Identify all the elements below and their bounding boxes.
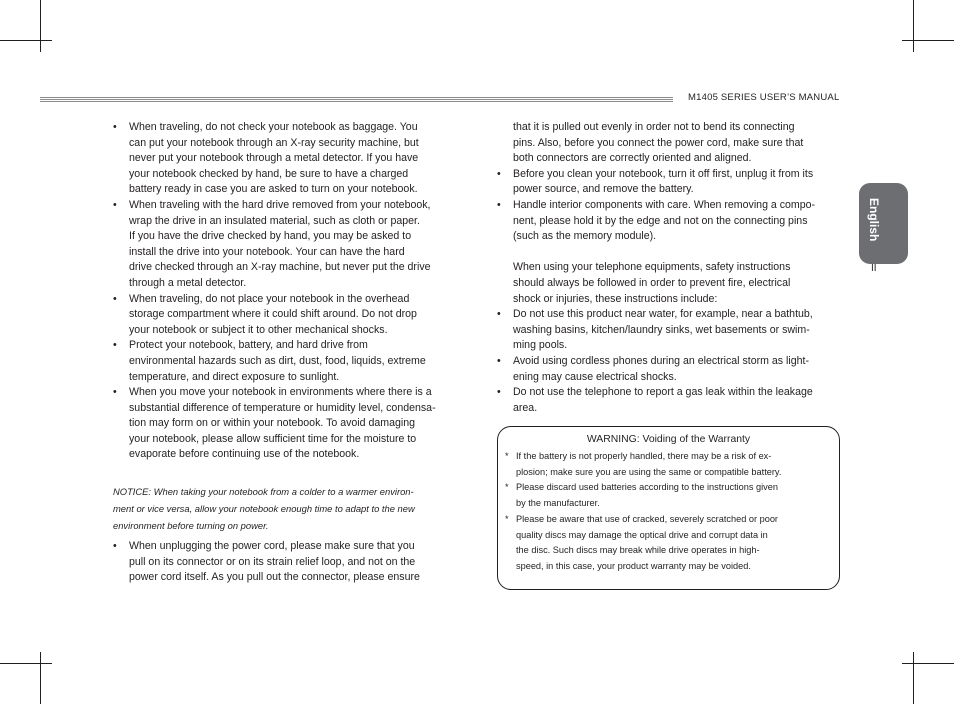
continued-paragraph: that it is pulled out evenly in order not to bend its connecting pins. Also, before you connect the power cord, make sure that both connectors are correctly oriented and aligned.: [513, 121, 804, 165]
list-item: • When traveling with the hard drive removed from your notebook, wrap the drive in an insulated material, such as cloth or paper. If you have the drive checked by hand, you may be asked to install the drive into your notebook. Your can have the hard drive checked through an X-ray machine, but never put the drive through a metal detector.: [113, 198, 431, 289]
notice-text: NOTICE: When taking your notebook from a colder to a warmer environ- ment or vice versa, allow your notebook enough time to adapt to the new environment before turning on power.: [113, 486, 415, 532]
bullet-icon: •: [497, 308, 501, 321]
list-item: • Do not use the telephone to report a gas leak within the leakage area.: [497, 386, 813, 414]
page-header-title: M1405 SERIES USER’S MANUAL: [688, 92, 840, 103]
list-item: • Avoid using cordless phones during an electrical storm as light- ening may cause electrical shocks.: [497, 354, 809, 383]
bullet-list-cleaning: [497, 167, 841, 245]
paragraph-spacer: [497, 245, 841, 261]
list-item: • Handle interior components with care. When removing a compo- nent, please hold it by the edge and not on the connecting pins (such as the memory module).: [497, 198, 816, 243]
bullet-icon: •: [113, 198, 117, 211]
bullet-icon: •: [113, 540, 117, 553]
bullet-icon: •: [497, 198, 501, 211]
left-column: [113, 120, 461, 586]
asterisk-icon: *: [505, 482, 509, 493]
warning-title: WARNING: Voiding of the Warranty: [586, 434, 751, 445]
bullet-icon: •: [113, 339, 117, 352]
warranty-warning-box: [497, 426, 840, 590]
list-item: • When traveling, do not check your notebook as baggage. You can put your notebook through an X-ray security machine, but never put your notebook through a metal detector. If you have your notebook checked by hand, be sure to have a charged battery ready in case you are asked to turn on your notebook.: [113, 121, 419, 196]
list-item: • Do not use this product near water, for example, near a bathtub, washing basins, kitchen/laundry sinks, wet basements or swim- ming pools.: [497, 308, 813, 352]
bullet-icon: •: [497, 354, 501, 367]
bullet-icon: •: [497, 386, 501, 399]
list-item: • Before you clean your notebook, turn it off first, unplug it from its power source, and remove the battery.: [497, 167, 814, 196]
list-item: • When you move your notebook in environments where there is a substantial difference of temperature or humidity level, condensa- tion may form on or within your notebook. To avoid damaging your notebook, please allow sufficient time for the moisture to evaporate before continuing use of the notebook.: [113, 386, 436, 461]
list-item: * Please discard used batteries according to the instructions given by the manufacturer.: [505, 482, 778, 509]
bullet-list-travel: [113, 120, 461, 463]
telephone-intro: When using your telephone equipments, safety instructions should always be followed in order to prevent fire, electrical shock or injuries, these instructions include:: [513, 261, 791, 305]
list-item: * Please be aware that use of cracked, severely scratched or poor quality discs may damage the optical drive and corrupt data in the disc. Such discs may break while drive operates in high- speed, in this case, your product warranty may be voided.: [505, 513, 778, 571]
bullet-list-telephone: [497, 307, 841, 416]
right-column: [497, 120, 841, 416]
language-tab-label: English: [867, 198, 881, 242]
warning-list: [505, 449, 827, 575]
asterisk-icon: *: [505, 451, 509, 461]
list-item: • When traveling, do not place your notebook in the overhead storage compartment where it could shift around. Do not drop your notebook or subject it to other mechanical shocks.: [113, 292, 417, 336]
bullet-icon: •: [497, 167, 501, 180]
list-item: * If the battery is not properly handled, there may be a risk of ex- plosion; make sure you are using the same or compatible battery.: [505, 451, 782, 477]
bullet-list-power-cord: [113, 539, 461, 586]
asterisk-icon: *: [505, 513, 509, 524]
bullet-icon: •: [113, 292, 117, 305]
header-rule: [40, 97, 673, 102]
list-item: • When unplugging the power cord, please make sure that you pull on its connector or on its strain relief loop, and not on the power cord itself. As you pull out the connector, please ensure: [113, 540, 420, 584]
bullet-icon: •: [113, 121, 117, 133]
list-item: • Protect your notebook, battery, and hard drive from environmental hazards such as dirt, dust, food, liquids, extreme temperature, and direct exposure to sunlight.: [113, 339, 426, 383]
page-number: II: [871, 263, 877, 274]
bullet-icon: •: [113, 386, 117, 399]
